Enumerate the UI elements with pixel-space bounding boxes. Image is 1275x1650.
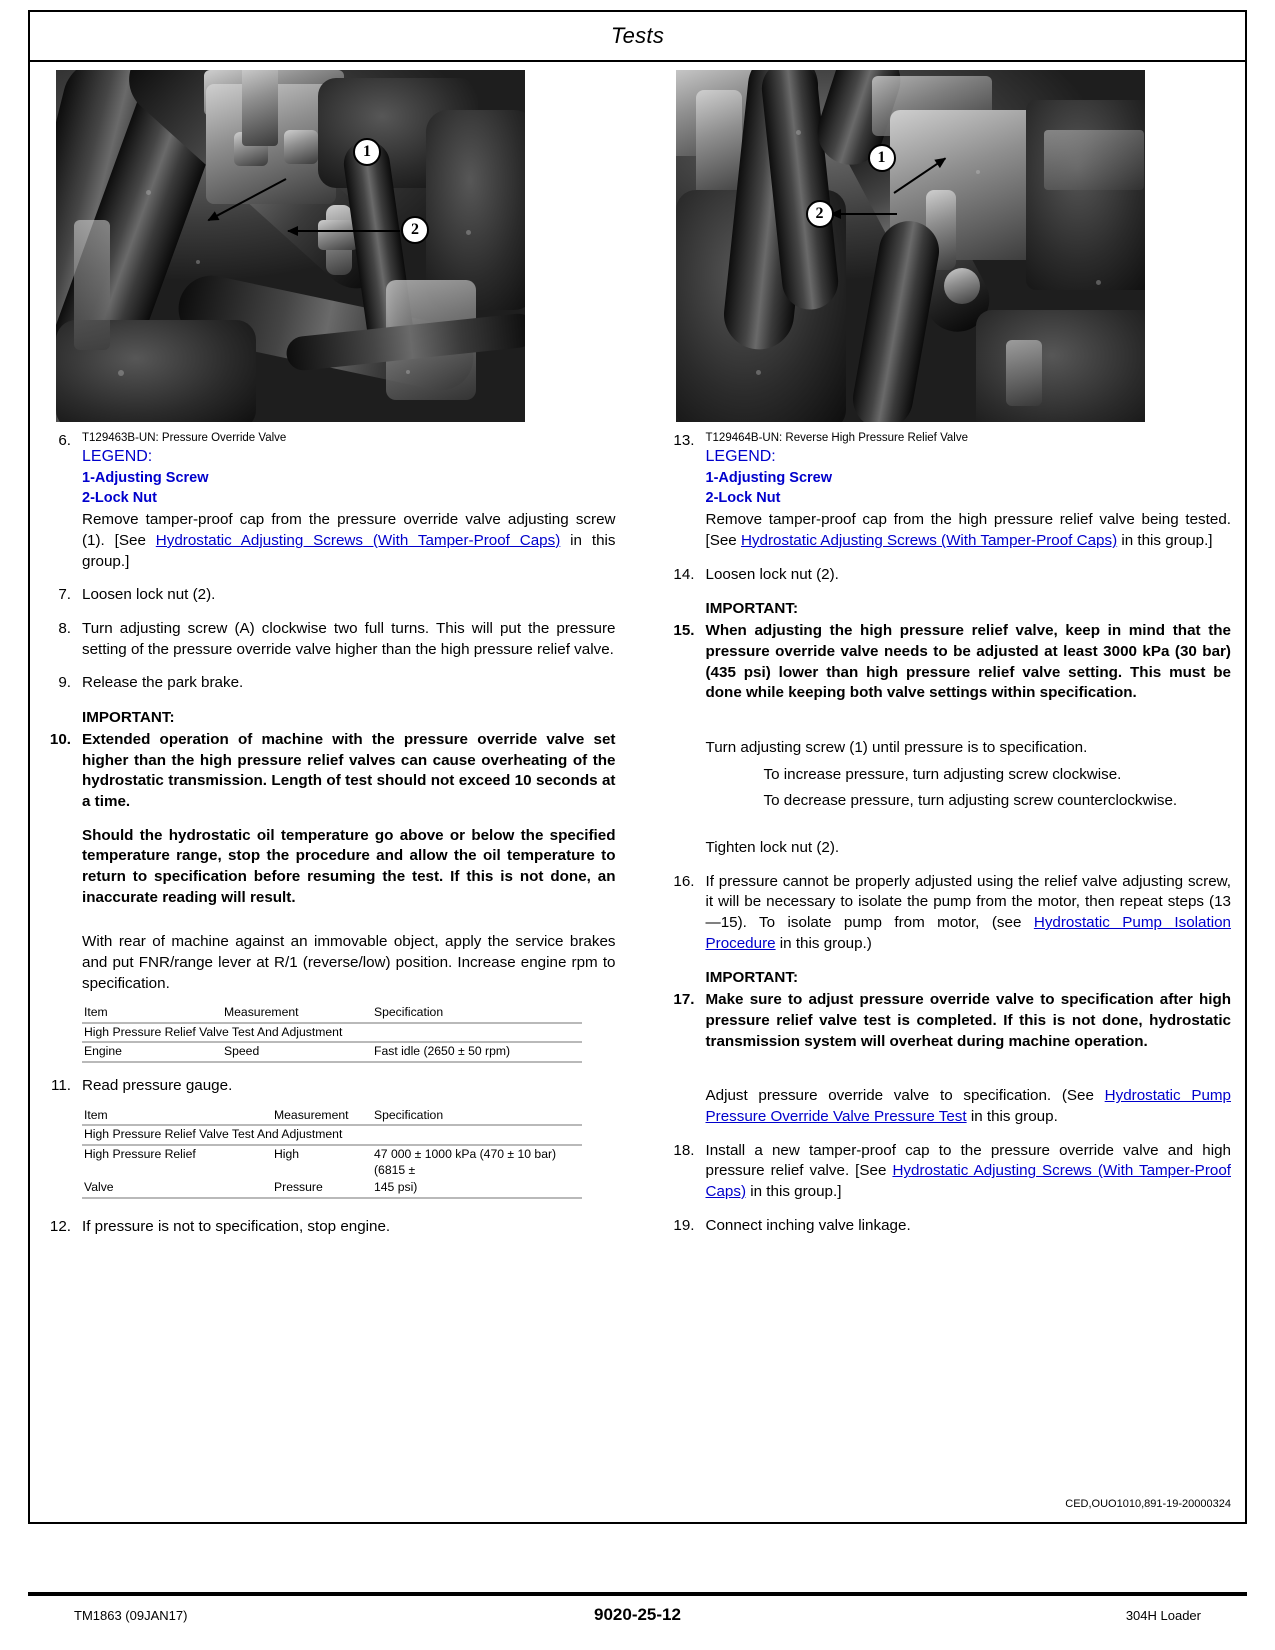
page-footer	[28, 1605, 1247, 1625]
step-8-number: 8.	[58, 619, 71, 637]
step-18-text-a: Install a new tamper-proof cap to the pressure override valve and high pressure relief valve. [See	[705, 1141, 1231, 1180]
table1-row1-measurement: Speed	[222, 1042, 372, 1062]
left-column	[44, 70, 638, 1522]
step-19	[662, 1216, 1232, 1237]
left-important-label: IMPORTANT:	[82, 708, 175, 726]
photo-callout-2: 2	[401, 216, 429, 244]
table1-row1-item: Engine	[82, 1042, 222, 1062]
right-legend-item-1: 1-Adjusting Screw	[705, 470, 832, 487]
right-legend-item-2: 2-Lock Nut	[705, 490, 781, 507]
step-11	[44, 1076, 616, 1097]
step-15	[662, 621, 1232, 704]
table2-header-specification: Specification	[372, 1107, 582, 1126]
turn-adjusting-screw-note: Turn adjusting screw (1) until pressure is to specification.	[705, 738, 1088, 756]
spec-table-relief-pressure	[82, 1107, 582, 1199]
adjust-note-text-a: Adjust pressure override valve to specification. (See	[705, 1087, 1105, 1105]
right-important-label-2: IMPORTANT:	[705, 969, 799, 987]
step-14-text: Loosen lock nut (2).	[705, 565, 839, 583]
step-13-text-a: Remove tamper-proof cap from the high pressure relief valve being tested. [See	[705, 511, 1231, 549]
step-16-number: 16.	[673, 872, 695, 890]
callout-leader-2	[831, 213, 897, 215]
table2-row1-item-line1: High Pressure Relief	[84, 1146, 196, 1161]
step-11-number: 11.	[51, 1077, 71, 1095]
setup-note: With rear of machine against an immovable object, apply the service brakes and put FNR/range lever at R/1 (reverse/low) position. Increase engine rpm to specification.	[82, 933, 616, 992]
left-legend-label: LEGEND:	[82, 448, 153, 466]
step-6	[44, 431, 616, 572]
step-16-text-b: in this group.)	[775, 934, 872, 952]
step-15-number: 15.	[673, 622, 695, 640]
step-9-number: 9.	[58, 674, 71, 692]
step-17	[662, 990, 1232, 1052]
step-19-number: 19.	[673, 1216, 695, 1234]
table2-row1-specification-line1: 47 000 ± 1000 kPa (470 ± 10 bar) (6815 ±	[374, 1146, 557, 1177]
left-legend-item-2: 2-Lock Nut	[82, 490, 157, 507]
step-8	[44, 619, 616, 660]
table1-header-item: Item	[82, 1004, 222, 1023]
page-header	[28, 10, 1247, 62]
right-important-label-1: IMPORTANT:	[705, 600, 799, 618]
step-7	[44, 585, 616, 606]
step-18-crossref-link[interactable]: Hydrostatic Adjusting Screws (With Tamper-Proof Caps)	[705, 1162, 1231, 1200]
step-13-crossref-link[interactable]: Hydrostatic Adjusting Screws (With Tamper-Proof Caps)	[740, 531, 1118, 549]
step-13	[662, 431, 1232, 552]
table2-header-measurement: Measurement	[272, 1107, 372, 1126]
step-9-text: Release the park brake.	[82, 674, 244, 692]
step-10-number: 10.	[49, 730, 71, 748]
step-6-crossref-link[interactable]: Hydrostatic Adjusting Screws (With Tamper-Proof Caps)	[155, 531, 561, 549]
table-row	[82, 1145, 582, 1179]
step-12-text: If pressure is not to specification, stop engine.	[82, 1217, 391, 1235]
table1-header-measurement: Measurement	[222, 1004, 372, 1023]
reverse-high-pressure-relief-valve-photo	[676, 70, 1145, 422]
decrease-pressure-note: To decrease pressure, turn adjusting screw counterclockwise.	[763, 792, 1178, 810]
table-row	[82, 1179, 582, 1198]
table2-row1-item-line2: Valve	[82, 1179, 272, 1198]
photo-callout-2: 2	[806, 200, 834, 228]
step-18-number: 18.	[673, 1141, 695, 1159]
step-10-paragraph-2: Should the hydrostatic oil temperature go above or below the specified temperature range, stop the procedure and allow the oil temperature to return to specification before resuming the test. If this is not done, an inaccurate reading will result.	[82, 826, 616, 906]
step-7-text: Loosen lock nut (2).	[82, 586, 216, 604]
step-17-number: 17.	[673, 991, 695, 1009]
step-8-text: Turn adjusting screw (A) clockwise two full turns. This will put the pressure setting of the pressure override valve higher than the high pressure relief valve.	[82, 619, 616, 658]
footer-manual-number: TM1863 (09JAN17)	[74, 1607, 188, 1623]
increase-pressure-note: To increase pressure, turn adjusting screw clockwise.	[763, 765, 1122, 783]
step-6-number: 6.	[58, 432, 71, 449]
callout-leader-2	[288, 230, 400, 232]
table-row	[82, 1042, 582, 1062]
table1-header-specification: Specification	[372, 1004, 582, 1023]
page-title: Tests	[610, 23, 665, 48]
left-photo-caption: T129463B-UN: Pressure Override Valve	[82, 432, 287, 444]
step-15-text: When adjusting the high pressure relief valve, keep in mind that the pressure override valve needs to be adjusted at least 3000 kPa (30 bar) (435 psi) lower than high pressure relief valve setting. This must be done while keeping both valve settings within specification.	[705, 622, 1231, 702]
step-18-text-b: in this group.]	[746, 1182, 842, 1200]
step-9	[44, 673, 616, 694]
page-body	[28, 62, 1247, 1524]
step-12	[44, 1217, 616, 1238]
tighten-lock-nut-note: Tighten lock nut (2).	[705, 838, 840, 856]
step-10	[44, 730, 616, 813]
adjust-note-crossref-link[interactable]: Hydrostatic Pump Pressure Override Valve Pressure Test	[705, 1087, 1232, 1125]
photo-callout-1: 1	[353, 138, 381, 166]
left-legend-item-1: 1-Adjusting Screw	[82, 470, 209, 487]
adjust-note-text-b: in this group.	[966, 1107, 1058, 1125]
table2-row1-specification-line2: 145 psi)	[372, 1179, 582, 1198]
spec-table-engine-speed	[82, 1004, 582, 1063]
step-10-text: Extended operation of machine with the pressure override valve set higher than the high pressure relief valves can cause overheating of the hydrostatic transmission. Length of test should not exceed 10 seconds at a time.	[82, 730, 616, 810]
step-11-text: Read pressure gauge.	[82, 1077, 233, 1095]
photo-callout-1: 1	[868, 144, 896, 172]
step-12-number: 12.	[49, 1217, 71, 1235]
table2-header-item: Item	[82, 1107, 272, 1126]
step-6-text-a: Remove tamper-proof cap from the pressure override valve adjusting screw (1). [See	[82, 511, 616, 549]
right-legend-label: LEGEND:	[705, 448, 776, 466]
step-18	[662, 1141, 1232, 1203]
step-19-text: Connect inching valve linkage.	[705, 1216, 911, 1234]
step-13-text-b: in this group.]	[1117, 531, 1213, 549]
table2-row1-measurement-line1: High	[274, 1146, 300, 1161]
footer-model-name: 304H Loader	[1125, 1607, 1201, 1623]
step-16-crossref-link[interactable]: Hydrostatic Pump Isolation Procedure	[705, 913, 1231, 952]
step-14-number: 14.	[673, 565, 695, 583]
table2-row1-measurement-line2: Pressure	[272, 1179, 372, 1198]
footer-divider	[28, 1592, 1247, 1596]
step-6-text-b: in this group.]	[82, 531, 616, 570]
right-photo-caption: T129464B-UN: Reverse High Pressure Relief Valve	[705, 432, 968, 444]
step-13-number: 13.	[673, 432, 695, 449]
step-7-number: 7.	[58, 586, 71, 604]
adjust-override-valve-note	[706, 1086, 1232, 1127]
pressure-override-valve-photo	[56, 70, 525, 422]
footer-page-number: 9020-25-12	[594, 1605, 681, 1624]
step-16-text-a: If pressure cannot be properly adjusted using the relief valve adjusting screw, it will be necessary to isolate the pump from the motor, then repeat steps (13—15). To isolate pump from motor, (see	[705, 872, 1231, 931]
document-page	[28, 10, 1247, 1570]
document-identifier: CED,OUO1010,891-19-20000324	[1065, 1498, 1231, 1510]
step-14	[662, 565, 1232, 586]
right-column	[638, 70, 1232, 1522]
table2-group-row: High Pressure Relief Valve Test And Adjustment	[82, 1125, 582, 1145]
step-17-text: Make sure to adjust pressure override valve to specification after high pressure relief valve test is completed. If this is not done, hydrostatic transmission system will overheat during machine operation.	[705, 991, 1231, 1050]
table1-row1-specification: Fast idle (2650 ± 50 rpm)	[372, 1042, 582, 1062]
table1-group-row: High Pressure Relief Valve Test And Adjustment	[82, 1023, 582, 1043]
step-16	[662, 872, 1232, 955]
